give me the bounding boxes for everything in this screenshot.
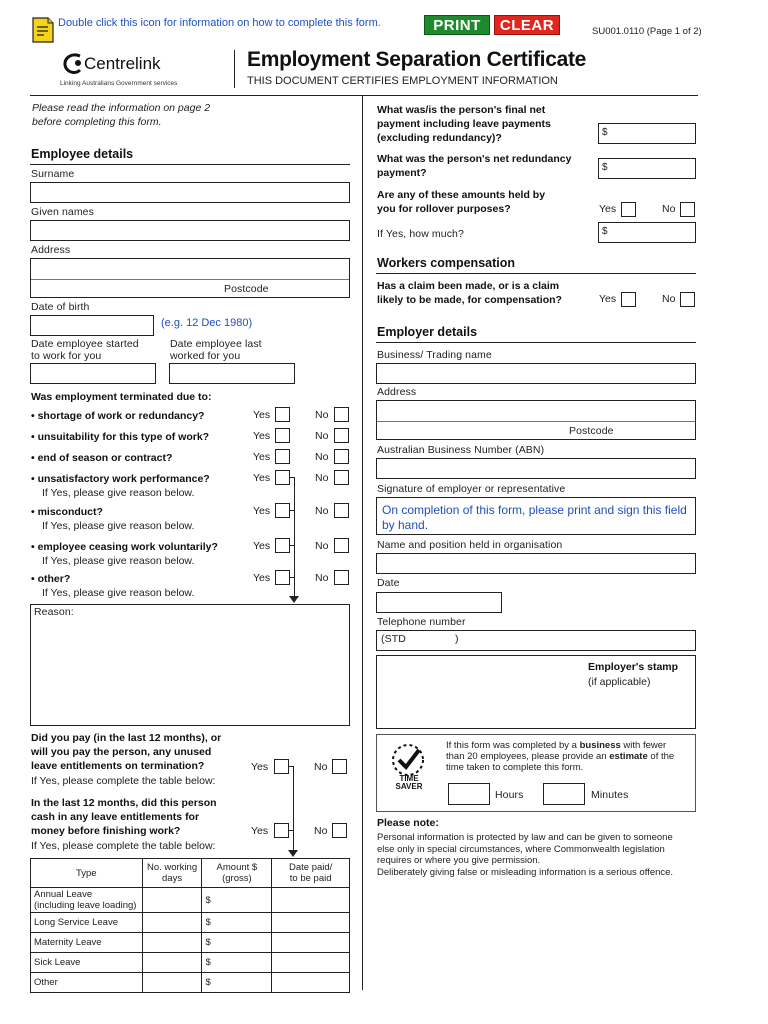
minutes-label: Minutes — [591, 789, 629, 801]
row-type: Other — [31, 973, 143, 993]
surname-field[interactable] — [30, 182, 350, 203]
table-row — [31, 933, 350, 953]
arrow-down-icon — [288, 850, 298, 857]
net-payment-question: What was/is the person's final net payment including leave payments (excluding redundancy)? — [377, 104, 551, 144]
date-last-field[interactable] — [169, 363, 295, 384]
date-last-label: Date employee last worked for you — [170, 338, 262, 362]
please-note-heading: Please note: — [377, 817, 439, 829]
other-no-checkbox[interactable] — [334, 570, 349, 585]
cash-no-checkbox[interactable] — [332, 823, 347, 838]
no-label: No — [315, 505, 329, 517]
reason-misconduct: • misconduct? — [31, 506, 103, 518]
name-position-field[interactable] — [376, 553, 696, 574]
reason-label: Reason: — [34, 606, 74, 618]
connector-line — [290, 477, 295, 478]
no-label: No — [315, 451, 329, 463]
no-label: No — [315, 430, 329, 442]
date-cell[interactable] — [272, 888, 350, 913]
signature-label: Signature of employer or representative — [377, 483, 566, 495]
reason-unsatisfactory-sub: If Yes, please give reason below. — [42, 487, 195, 499]
reason-end-of-season: • end of season or contract? — [31, 452, 173, 464]
yes-label: Yes — [599, 203, 617, 215]
name-position-label: Name and position held in organisation — [377, 539, 563, 551]
employer-address-field[interactable] — [376, 400, 696, 440]
minutes-field[interactable] — [543, 783, 585, 805]
how-much-label: If Yes, how much? — [377, 228, 464, 240]
end-of-season-no-checkbox[interactable] — [334, 449, 349, 464]
logo-tagline: Linking Australians Government services — [60, 80, 178, 87]
connector-line — [290, 545, 295, 546]
business-name-field[interactable] — [376, 363, 696, 384]
days-cell[interactable] — [142, 973, 202, 993]
yes-label: Yes — [251, 761, 269, 773]
paid-yes-checkbox[interactable] — [274, 759, 289, 774]
amount-cell[interactable]: $ — [202, 973, 272, 993]
table-row — [31, 888, 350, 913]
logo-name: Centrelink — [84, 54, 161, 73]
paid-sub: If Yes, please complete the table below: — [31, 775, 216, 787]
end-of-season-yes-checkbox[interactable] — [275, 449, 290, 464]
shortage-yes-checkbox[interactable] — [275, 407, 290, 422]
row-type: Maternity Leave — [31, 933, 143, 953]
shortage-no-checkbox[interactable] — [334, 407, 349, 422]
clear-button[interactable]: CLEAR — [494, 15, 560, 35]
reason-box[interactable] — [30, 604, 350, 726]
reason-shortage: • shortage of work or redundancy? — [31, 410, 205, 422]
reason-other: • other? — [31, 573, 71, 585]
print-button[interactable]: PRINT — [424, 15, 490, 35]
telephone-label: Telephone number — [377, 616, 466, 628]
days-cell[interactable] — [142, 913, 202, 933]
table-row — [31, 913, 350, 933]
hours-field[interactable] — [448, 783, 490, 805]
row-type: Long Service Leave — [31, 913, 143, 933]
yes-label: Yes — [253, 472, 271, 484]
dob-field[interactable] — [30, 315, 154, 336]
info-icon[interactable] — [32, 17, 54, 43]
date-cell[interactable] — [272, 913, 350, 933]
yes-label: Yes — [253, 409, 271, 421]
header-rule — [30, 95, 698, 96]
std-open: (STD — [381, 633, 406, 645]
stamp-sub: (if applicable) — [588, 676, 651, 688]
page-title: Employment Separation Certificate — [247, 48, 587, 71]
address-field[interactable] — [30, 258, 350, 298]
abn-field[interactable] — [376, 458, 696, 479]
date-field[interactable] — [376, 592, 502, 613]
days-cell[interactable] — [142, 888, 202, 913]
col-date: Date paid/ to be paid — [272, 859, 350, 888]
amount-cell[interactable]: $ — [202, 933, 272, 953]
terminated-question: Was employment terminated due to: — [31, 391, 212, 403]
col-amount: Amount $ (gross) — [202, 859, 272, 888]
column-divider — [362, 96, 363, 990]
date-started-label: Date employee started to work for you — [31, 338, 139, 362]
no-label: No — [662, 293, 676, 305]
reason-unsatisfactory: • unsatisfactory work performance? — [31, 473, 210, 485]
form-code: SU001.0110 (Page 1 of 2) — [592, 26, 702, 37]
dollar-sign: $ — [602, 226, 608, 237]
cash-question: In the last 12 months, did this person cash in any leave entitlements for money before finishing work? — [31, 797, 217, 837]
no-label: No — [315, 472, 329, 484]
reason-voluntary-sub: If Yes, please give reason below. — [42, 555, 195, 567]
no-label: No — [662, 203, 676, 215]
amount-cell[interactable]: $ — [202, 913, 272, 933]
info-link[interactable]: Double click this icon for information on how to complete this form. — [58, 17, 381, 29]
yes-label: Yes — [253, 451, 271, 463]
claim-question: Has a claim been made, or is a claim likely to be made, for compensation? — [377, 280, 562, 306]
rollover-no-checkbox[interactable] — [680, 202, 695, 217]
postcode-label: Postcode — [224, 283, 269, 295]
dollar-sign: $ — [602, 127, 608, 138]
no-label: No — [315, 572, 329, 584]
connector-line — [293, 766, 294, 850]
table-row — [31, 953, 350, 973]
address-inner-line — [377, 421, 695, 422]
yes-label: Yes — [251, 825, 269, 837]
telephone-field[interactable] — [376, 630, 696, 651]
paid-no-checkbox[interactable] — [332, 759, 347, 774]
rollover-yes-checkbox[interactable] — [621, 202, 636, 217]
workers-comp-heading: Workers compensation — [377, 256, 516, 270]
date-started-field[interactable] — [30, 363, 156, 384]
time-saver-icon — [388, 740, 428, 794]
redundancy-field[interactable] — [598, 158, 696, 179]
col-days: No. working days — [142, 859, 202, 888]
employee-details-heading: Employee details — [31, 147, 134, 161]
table-header-row — [31, 859, 350, 888]
reason-other-sub: If Yes, please give reason below. — [42, 587, 195, 599]
connector-line — [290, 577, 295, 578]
given-names-field[interactable] — [30, 220, 350, 241]
row-type: Sick Leave — [31, 953, 143, 973]
unsatisfactory-yes-checkbox[interactable] — [275, 470, 290, 485]
employer-address-label: Address — [377, 386, 417, 398]
address-label: Address — [31, 244, 71, 256]
claim-no-checkbox[interactable] — [680, 292, 695, 307]
misconduct-no-checkbox[interactable] — [334, 503, 349, 518]
signature-note: On completion of this form, please print and sign this field by hand. — [382, 503, 687, 532]
connector-line — [294, 477, 295, 597]
no-label: No — [314, 761, 328, 773]
unsatisfactory-no-checkbox[interactable] — [334, 470, 349, 485]
cash-sub: If Yes, please complete the table below: — [31, 840, 216, 852]
dob-example: (e.g. 12 Dec 1980) — [161, 317, 253, 329]
yes-label: Yes — [253, 505, 271, 517]
intro-text: Please read the information on page 2 before completing this form. — [32, 102, 211, 128]
privacy-note: Personal information is protected by law and can be given to someone else only in special circumstances, where Commonwealth legislation requires or where you give permission. Deliberately giving false or misleading information is a serious offence. — [377, 832, 674, 878]
unsuitability-yes-checkbox[interactable] — [275, 428, 290, 443]
amount-cell[interactable]: $ — [202, 888, 272, 913]
date-cell[interactable] — [272, 953, 350, 973]
col-type: Type — [31, 859, 143, 888]
reason-voluntary: • employee ceasing work voluntarily? — [31, 541, 218, 553]
how-much-field[interactable] — [598, 222, 696, 243]
days-cell[interactable] — [142, 953, 202, 973]
date-cell[interactable] — [272, 973, 350, 993]
stamp-label: Employer's stamp — [588, 661, 679, 673]
table-row — [31, 973, 350, 993]
yes-label: Yes — [599, 293, 617, 305]
page-subtitle: THIS DOCUMENT CERTIFIES EMPLOYMENT INFORMATION — [247, 75, 558, 87]
time-saver-text: TIME SAVER — [395, 774, 423, 791]
claim-yes-checkbox[interactable] — [621, 292, 636, 307]
leave-table — [30, 858, 350, 993]
date-label: Date — [377, 577, 400, 589]
misconduct-yes-checkbox[interactable] — [275, 503, 290, 518]
connector-line — [289, 766, 294, 767]
time-saver-description: If this form was completed by a business with fewer than 20 employees, please provide an estimate of the time taken to complete this form. — [446, 740, 675, 773]
redundancy-question: What was the person's net redundancy payment? — [377, 153, 572, 179]
reason-unsuitability: • unsuitability for this type of work? — [31, 431, 210, 443]
header-divider — [234, 50, 235, 88]
no-label: No — [315, 409, 329, 421]
connector-line — [289, 830, 294, 831]
employer-postcode-label: Postcode — [569, 425, 614, 437]
hours-label: Hours — [495, 789, 524, 801]
rollover-question: Are any of these amounts held by you for rollover purposes? — [377, 189, 546, 215]
date-cell[interactable] — [272, 933, 350, 953]
std-close: ) — [455, 633, 459, 645]
employee-heading-rule — [30, 164, 350, 165]
employer-details-heading: Employer details — [377, 325, 478, 339]
given-names-label: Given names — [31, 206, 94, 218]
reason-misconduct-sub: If Yes, please give reason below. — [42, 520, 195, 532]
connector-line — [290, 510, 295, 511]
address-inner-line — [31, 279, 349, 280]
other-yes-checkbox[interactable] — [275, 570, 290, 585]
voluntary-no-checkbox[interactable] — [334, 538, 349, 553]
yes-label: Yes — [253, 540, 271, 552]
unsuitability-no-checkbox[interactable] — [334, 428, 349, 443]
employer-heading-rule — [376, 342, 696, 343]
surname-label: Surname — [31, 168, 75, 180]
no-label: No — [314, 825, 328, 837]
arrow-down-icon — [289, 596, 299, 603]
dob-label: Date of birth — [31, 301, 90, 313]
abn-label: Australian Business Number (ABN) — [377, 444, 545, 456]
cash-yes-checkbox[interactable] — [274, 823, 289, 838]
yes-label: Yes — [253, 572, 271, 584]
net-payment-field[interactable] — [598, 123, 696, 144]
paid-question: Did you pay (in the last 12 months), or will you pay the person, any unused leave entitlements on termination? — [31, 732, 222, 772]
no-label: No — [315, 540, 329, 552]
row-type: Annual Leave (including leave loading) — [31, 888, 143, 913]
voluntary-yes-checkbox[interactable] — [275, 538, 290, 553]
workers-heading-rule — [376, 273, 696, 274]
centrelink-logo — [60, 52, 190, 92]
yes-label: Yes — [253, 430, 271, 442]
days-cell[interactable] — [142, 933, 202, 953]
dollar-sign: $ — [602, 162, 608, 173]
amount-cell[interactable]: $ — [202, 953, 272, 973]
business-name-label: Business/ Trading name — [377, 349, 492, 361]
